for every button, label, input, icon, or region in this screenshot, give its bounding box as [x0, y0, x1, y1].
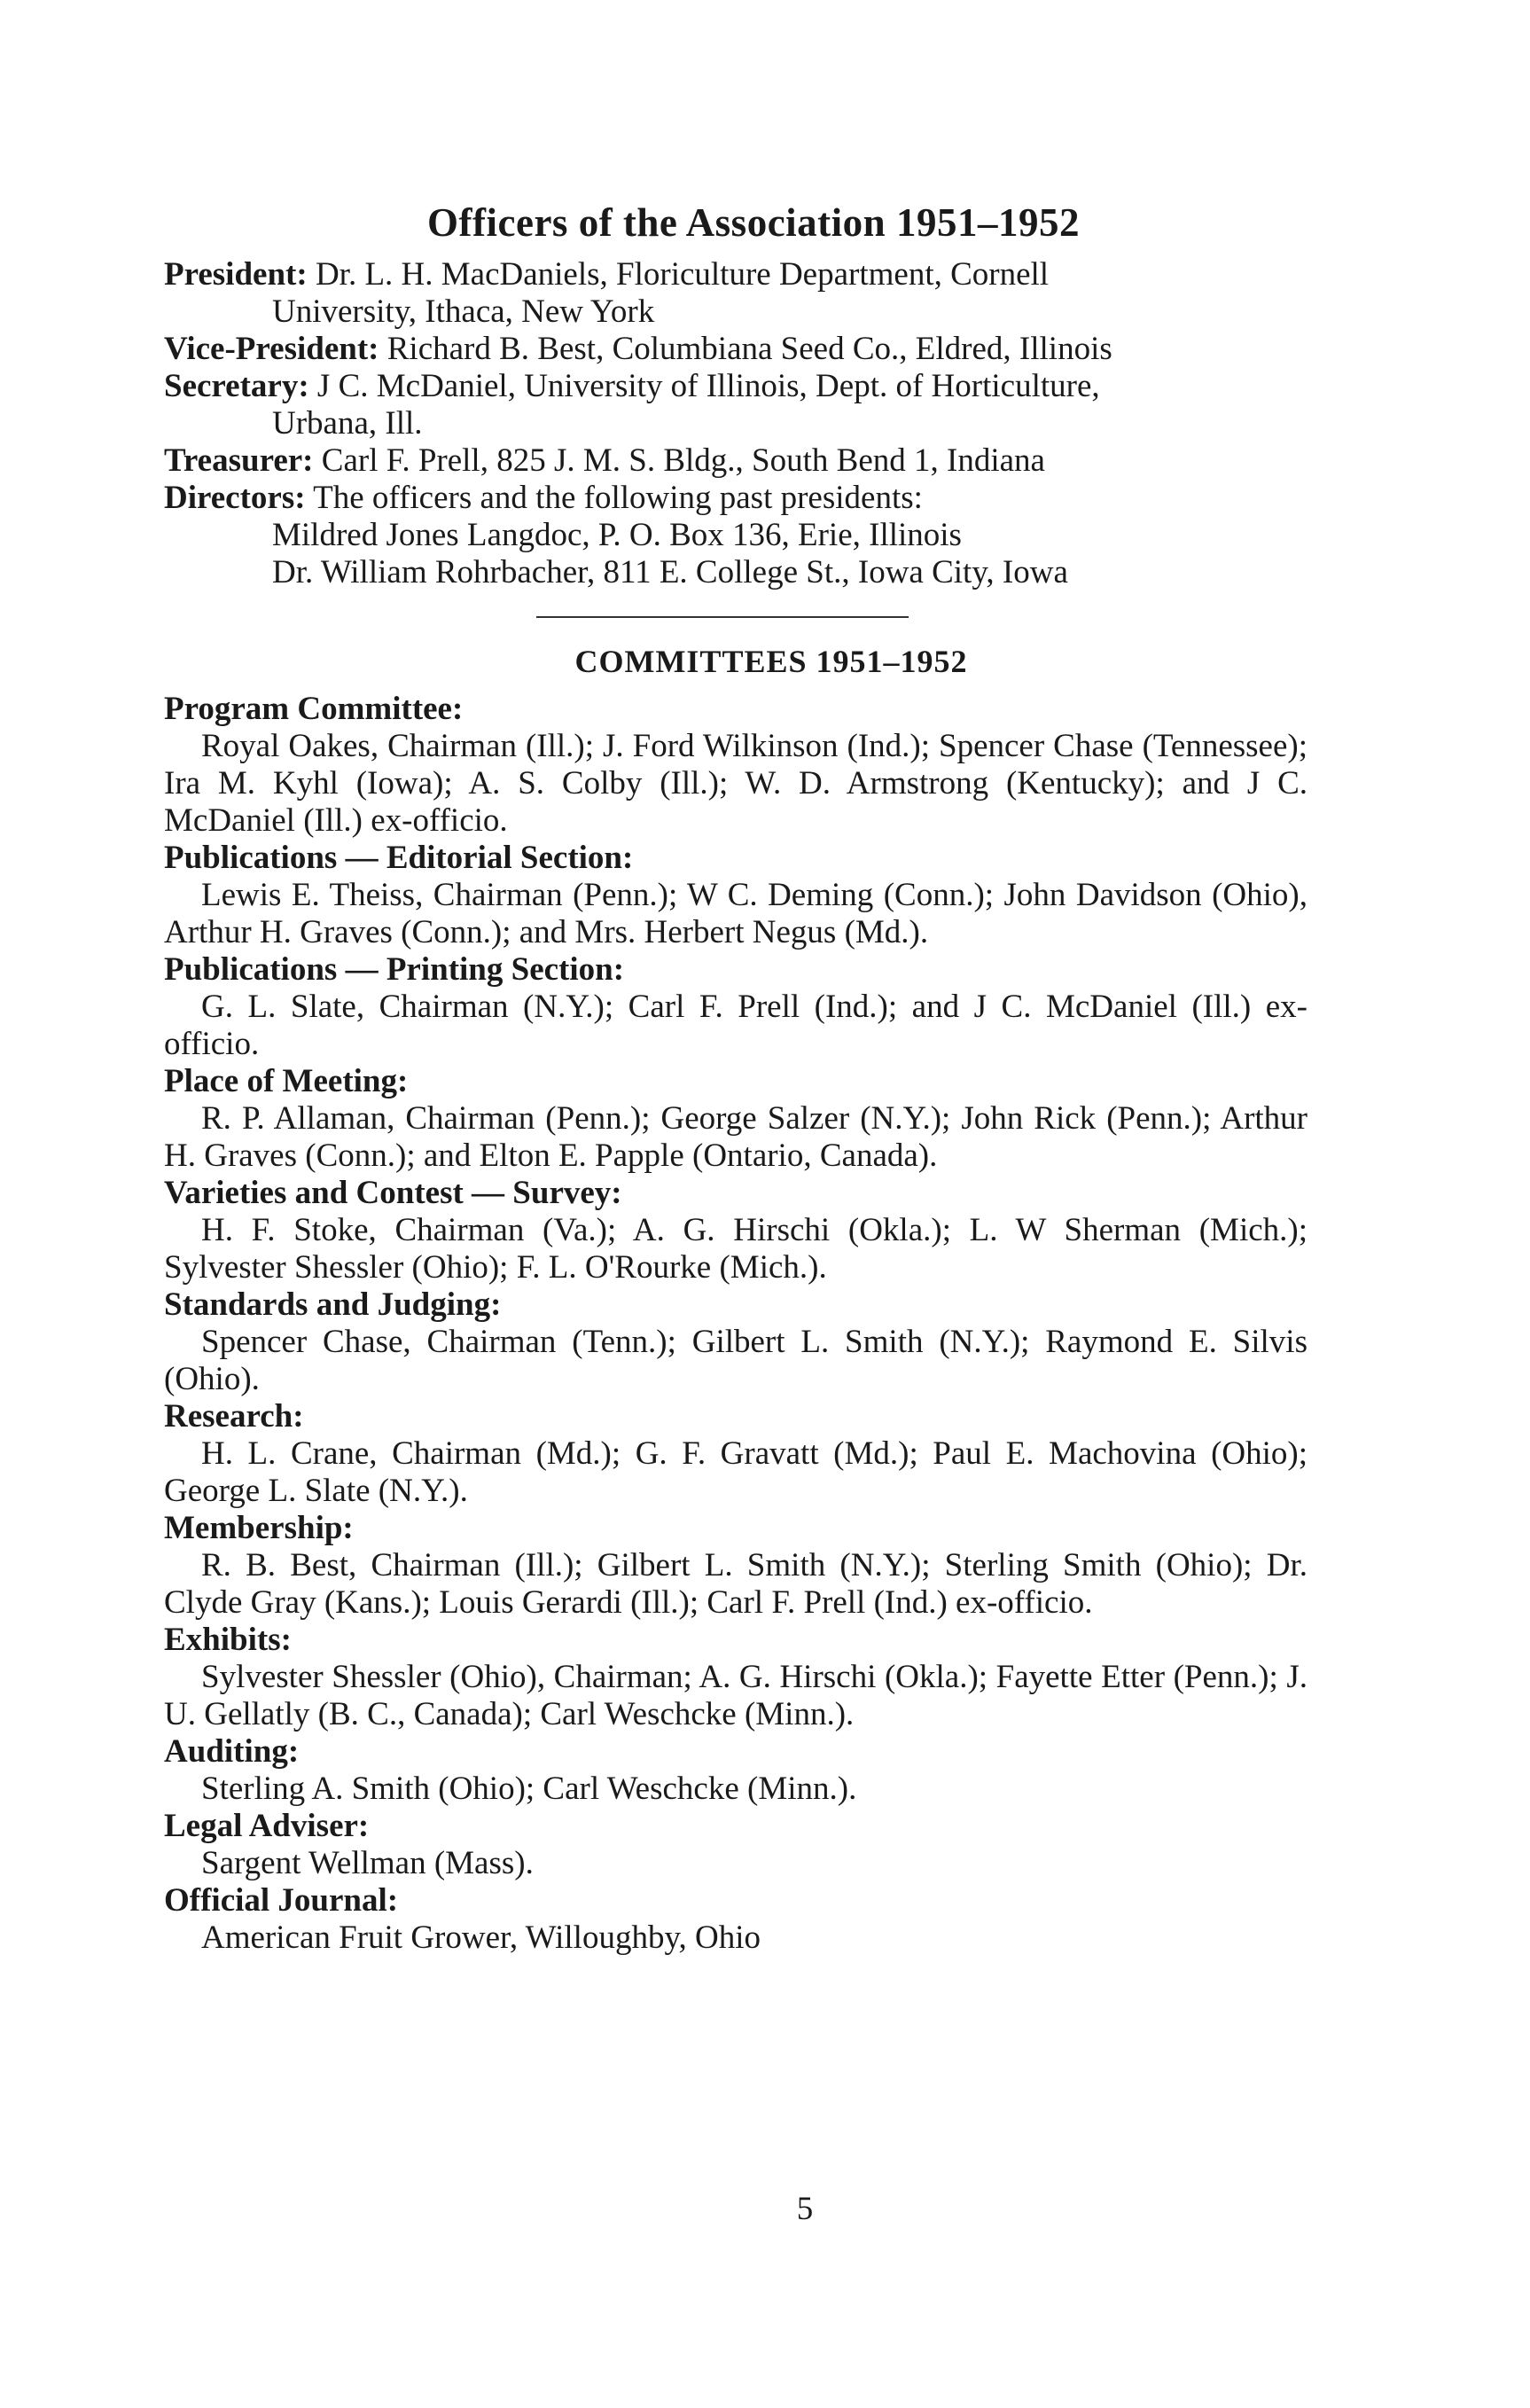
officer-label: President:	[164, 256, 308, 293]
committee-name: Official Journal:	[164, 1882, 399, 1919]
committee-members: Sylvester Shessler (Ohio), Chairman; A. G. Hirschi (Okla.); Fayette Etter (Penn.); J. U. Gellatly (B. C., Canada); Carl Weschcke (Minn.).	[164, 1659, 1308, 1732]
committee-list	[164, 691, 1308, 1957]
committee-members: Royal Oakes, Chairman (Ill.); J. Ford Wilkinson (Ind.); Spencer Chase (Tennessee); Ira M. Kyhl (Iowa); A. S. Colby (Ill.); W. D. Armstrong (Kentucky); and J C. McDaniel (Ill.) ex-officio.	[164, 728, 1308, 839]
officer-label: Treasurer:	[164, 442, 314, 479]
committee-entry	[164, 1733, 1308, 1808]
director-line: Mildred Jones Langdoc, P. O. Box 136, Erie, Illinois	[272, 517, 962, 553]
officer-text: The officers and the following past presidents:	[313, 480, 923, 516]
officer-treasurer	[164, 442, 1308, 480]
committee-entry	[164, 691, 1308, 840]
section-divider	[536, 616, 909, 618]
officer-label: Vice-President:	[164, 331, 379, 367]
committees-title: COMMITTEES 1951–1952	[574, 644, 968, 679]
committee-entry	[164, 1882, 1308, 1957]
officer-text: Carl F. Prell, 825 J. M. S. Bldg., South Bend 1, Indiana	[321, 442, 1045, 479]
officer-president	[164, 256, 1308, 293]
officer-text: J C. McDaniel, University of Illinois, Dept. of Horticulture,	[316, 368, 1100, 404]
committee-members: Sargent Wellman (Mass).	[201, 1845, 534, 1881]
officer-continuation: Urbana, Ill.	[272, 405, 423, 442]
committee-entry	[164, 840, 1308, 951]
officers-list	[164, 256, 1308, 591]
committee-name: Membership:	[164, 1510, 354, 1546]
committee-entry	[164, 1063, 1308, 1175]
committee-entry	[164, 1510, 1308, 1622]
committee-entry	[164, 1622, 1308, 1733]
committee-entry	[164, 1398, 1308, 1510]
officers-title: Officers of the Association 1951–1952	[427, 200, 1080, 245]
officer-vice-president	[164, 331, 1308, 368]
committee-members: R. P. Allaman, Chairman (Penn.); George Salzer (N.Y.); John Rick (Penn.); Arthur H. Graves (Conn.); and Elton E. Papple (Ontario, Canada).	[164, 1100, 1308, 1174]
committee-members: H. F. Stoke, Chairman (Va.); A. G. Hirschi (Okla.); L. W Sherman (Mich.); Sylvester Shessler (Ohio); F. L. O'Rourke (Mich.).	[164, 1212, 1308, 1286]
officer-directors	[164, 480, 1308, 517]
committee-entry	[164, 1808, 1308, 1882]
officer-label: Directors:	[164, 480, 306, 516]
committee-name: Varieties and Contest — Survey:	[164, 1175, 622, 1211]
officer-text: Richard B. Best, Columbiana Seed Co., Eldred, Illinois	[386, 331, 1112, 367]
officer-text: Dr. L. H. MacDaniels, Floriculture Department, Cornell	[315, 256, 1050, 293]
officer-label: Secretary:	[164, 368, 309, 404]
committee-name: Standards and Judging:	[164, 1286, 502, 1323]
committee-entry	[164, 1286, 1308, 1398]
committee-members: Spencer Chase, Chairman (Tenn.); Gilbert L. Smith (N.Y.); Raymond E. Silvis (Ohio).	[164, 1324, 1308, 1397]
committee-name: Place of Meeting:	[164, 1063, 409, 1099]
committee-members: American Fruit Grower, Willoughby, Ohio	[201, 1919, 761, 1956]
committee-members: H. L. Crane, Chairman (Md.); G. F. Gravatt (Md.); Paul E. Machovina (Ohio); George L. Slate (N.Y.).	[164, 1435, 1308, 1509]
officer-secretary	[164, 368, 1308, 405]
committee-members: Sterling A. Smith (Ohio); Carl Weschcke (Minn.).	[201, 1771, 857, 1807]
committee-name: Publications — Editorial Section:	[164, 840, 634, 876]
committee-entry	[164, 1175, 1308, 1286]
committee-name: Research:	[164, 1398, 304, 1435]
director-line: Dr. William Rohrbacher, 811 E. College St., Iowa City, Iowa	[272, 554, 1068, 590]
committee-name: Publications — Printing Section:	[164, 951, 625, 988]
committee-entry	[164, 951, 1308, 1063]
committee-name: Exhibits:	[164, 1622, 292, 1658]
page-number: 5	[796, 2191, 814, 2227]
committee-members: Lewis E. Theiss, Chairman (Penn.); W C. Deming (Conn.); John Davidson (Ohio), Arthur H. Graves (Conn.); and Mrs. Herbert Negus (Md.).	[164, 877, 1308, 950]
officer-continuation: University, Ithaca, New York	[272, 293, 655, 330]
committee-members: R. B. Best, Chairman (Ill.); Gilbert L. Smith (N.Y.); Sterling Smith (Ohio); Dr. Clyde Gray (Kans.); Louis Gerardi (Ill.); Carl F. Prell (Ind.) ex-officio.	[164, 1547, 1308, 1621]
committee-name: Legal Adviser:	[164, 1808, 370, 1844]
committee-members: G. L. Slate, Chairman (N.Y.); Carl F. Prell (Ind.); and J C. McDaniel (Ill.) ex-officio.	[164, 989, 1308, 1062]
page-content	[164, 199, 1308, 1957]
committee-name: Program Committee:	[164, 691, 464, 727]
committee-name: Auditing:	[164, 1733, 300, 1770]
